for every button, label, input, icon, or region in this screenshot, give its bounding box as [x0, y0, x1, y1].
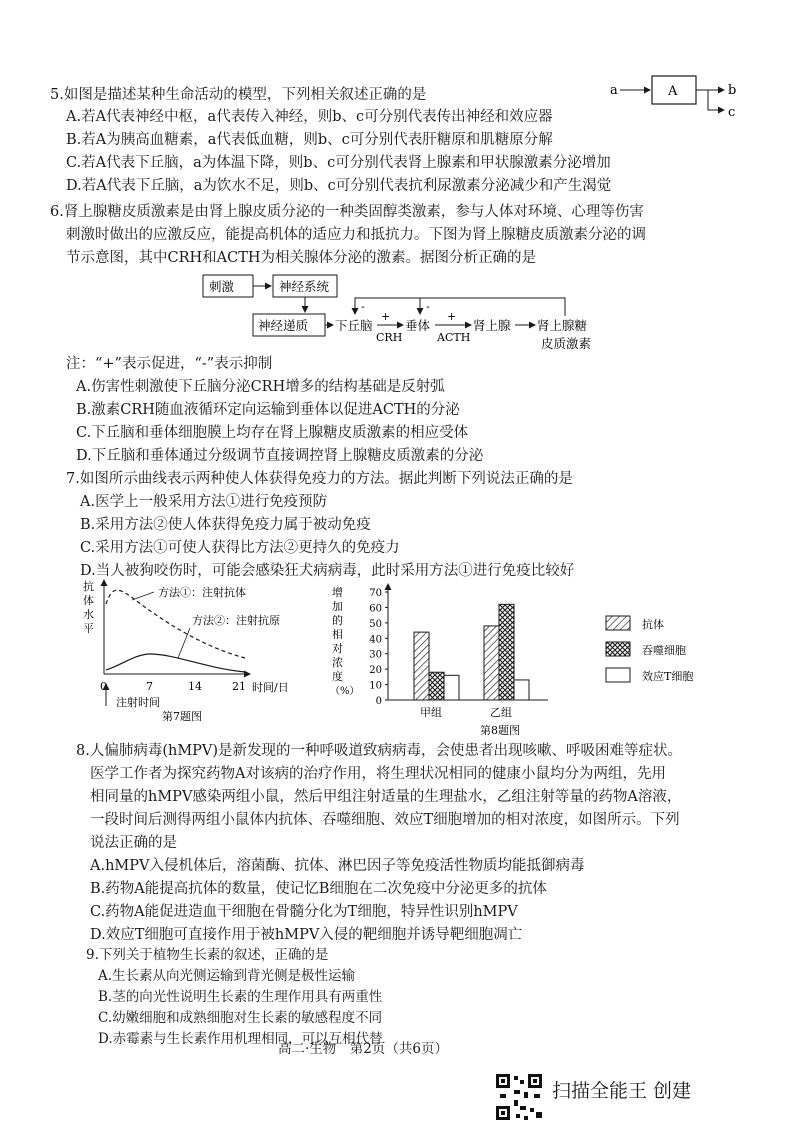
fig8-ylabel-char: 对 [332, 642, 343, 655]
q6-diagram [195, 272, 615, 354]
fig8-ylabel-char: 增 [332, 586, 343, 599]
q6-acth: ACTH [437, 331, 471, 344]
q8-option-d: D.效应T细胞可直接作用于被hMPV入侵的靶细胞并诱导靶细胞凋亡 [90, 927, 523, 943]
fig8-ytick-label: 70 [369, 588, 382, 599]
fig8-ytick-label: 30 [369, 649, 382, 661]
fig8-legend-swatch [606, 616, 630, 630]
q6-stem-3: 节示意图，其中CRH和ACTH为相关腺体分泌的激素。据图分析正确的是 [66, 250, 537, 266]
q8-stem-3: 相同量的hMPV感染两组小鼠，然后甲组注射适量的生理盐水，乙组注射等量的药物A溶液， [90, 789, 682, 805]
q6-pituitary: 垂体 [405, 318, 431, 333]
q6-minus-2: - [426, 300, 430, 313]
q8-stem-5: 说法正确的是 [90, 835, 177, 851]
fig7-caption: 第7题图 [162, 710, 202, 723]
q6-adrenal: 肾上腺 [473, 318, 511, 333]
fig8-ytick-label: 10 [369, 680, 382, 692]
q5-out-b: b [728, 83, 737, 98]
fig8-bar [414, 632, 429, 700]
fig8-ytick-label: 20 [369, 665, 382, 677]
q7-stem: 7.如图所示曲线表示两种使人体获得免疫力的方法。据此判断下列说法正确的是 [66, 471, 573, 487]
q8-stem-1: 8.人偏肺病毒(hMPV)是新发现的一种呼吸道致病病毒，会使患者出现咳嗽、呼吸困难等症状。 [76, 743, 683, 759]
fig8-ylabel-char: 加 [332, 600, 343, 613]
fig8-category-label: 乙组 [490, 706, 512, 719]
fig7-ylabel-4: 平 [83, 622, 94, 635]
fig8-bar [499, 604, 514, 700]
q5-option-a: A.若A代表神经中枢，a代表传入神经，则b、c可分别代表传出神经和效应器 [66, 109, 553, 125]
fig8-ytick-label: 40 [369, 634, 382, 646]
fig8-ytick-label: 50 [369, 618, 382, 630]
scanner-watermark: 扫描全能王 创建 [552, 1080, 692, 1102]
fig7-inject-label: 注射时间 [116, 696, 160, 709]
fig7-xtick-14: 14 [188, 680, 202, 693]
fig8-legend-label: 抗体 [642, 618, 664, 631]
q6-stem-1: 6.肾上腺糖皮质激素是由肾上腺皮质分泌的一种类固醇类激素，参与人体对环境、心理等伤害 [50, 204, 644, 220]
fig7-xtick-0: 0 [100, 680, 107, 693]
fig7-method1-label: 方法①：注射抗体 [158, 586, 246, 599]
q5-input-label: a [610, 83, 618, 98]
q7-option-c: C.采用方法①可使人获得比方法②更持久的免疫力 [80, 540, 400, 556]
fig7-ylabel-3: 水 [83, 608, 94, 621]
fig8-bar [444, 675, 459, 700]
q8-option-a: A.hMPV入侵机体后，溶菌酶、抗体、淋巴因子等免疫活性物质均能抵御病毒 [90, 858, 585, 874]
q6-crh: CRH [376, 331, 403, 344]
q8-stem-4: 一段时间后测得两组小鼠体内抗体、吞噬细胞、效应T细胞增加的相对浓度，如图所示。下列 [90, 812, 680, 828]
q6-note: 注：“+”表示促进，“-”表示抑制 [66, 356, 273, 372]
fig8-ylabel-char: 的 [332, 614, 343, 627]
q8-stem-2: 医学工作者为探究药物A对该病的治疗作用，将生理状况相同的健康小鼠均分为两组，先用 [90, 766, 666, 782]
fig8-bar [484, 626, 499, 700]
q8-option-b: B.药物A能提高抗体的数量，使记忆B细胞在二次免疫中分泌更多的抗体 [90, 881, 547, 897]
q6-plus-2: + [447, 310, 457, 323]
q6-stem-2: 刺激时做出的应激反应，能提高机体的适应力和抵抗力。下图为肾上腺糖皮质激素分泌的调 [66, 227, 646, 243]
fig7-method2-curve [106, 654, 245, 672]
q6-option-c: C.下丘脑和垂体细胞膜上均存在肾上腺糖皮质激素的相应受体 [76, 425, 469, 441]
q6-plus-1: + [381, 310, 391, 323]
fig7-xtick-7: 7 [146, 680, 153, 693]
q6-product-2: 皮质激素 [541, 336, 592, 351]
q6-option-b: B.激素CRH随血液循环定向运输到垂体以促进ACTH的分泌 [76, 402, 460, 418]
fig8-ylabel-char: 度 [332, 670, 343, 683]
q6-nervous-system: 神经系统 [279, 279, 330, 294]
qr-code-icon [494, 1072, 544, 1122]
fig7-ylabel-1: 抗 [83, 580, 94, 593]
q5-option-d: D.若A代表下丘脑，a为饮水不足，则b、c可分别代表抗利尿激素分泌减少和产生渴觉 [66, 178, 612, 194]
q6-transmitter: 神经递质 [258, 318, 309, 333]
fig7-method2-label: 方法②：注射抗原 [192, 614, 280, 627]
q5-option-b: B.若A为胰高血糖素，a代表低血糖，则b、c可分别代表肝糖原和肌糖原分解 [66, 132, 553, 148]
q5-out-c: c [728, 105, 736, 120]
q6-product-1: 肾上腺糖 [537, 318, 588, 333]
q6-hypothalamus: 下丘脑 [335, 318, 373, 333]
page-footer: 高二·生物 第2页（共6页） [278, 1041, 448, 1057]
q5-box-label: A [668, 84, 678, 99]
fig8-legend-label: 吞噬细胞 [642, 644, 686, 657]
fig7-xlabel: 时间/日 [252, 681, 289, 694]
fig8-legend-label: 效应T细胞 [642, 670, 694, 683]
fig8-category-label: 甲组 [420, 706, 442, 719]
fig8-bar [429, 672, 444, 700]
q6-stimulus: 刺激 [209, 279, 235, 294]
q9-option-b: B.茎的向光性说明生长素的生理作用具有两重性 [98, 989, 383, 1005]
fig7-ylabel-2: 体 [83, 594, 94, 607]
q9-stem: 9.下列关于植物生长素的叙述，正确的是 [86, 947, 329, 963]
q9-option-c: C.幼嫩细胞和成熟细胞对生长素的敏感程度不同 [98, 1010, 383, 1026]
q6-option-a: A.伤害性刺激使下丘脑分泌CRH增多的结构基础是反射弧 [76, 379, 445, 395]
fig8-ylabel-unit: （%） [330, 686, 360, 697]
q5-stem: 5.如图是描述某种生命活动的模型，下列相关叙述正确的是 [50, 87, 427, 103]
fig8-ylabel-char: 相 [332, 628, 343, 641]
fig8-ytick-label: 0 [375, 696, 382, 707]
fig8-legend-swatch [606, 668, 630, 682]
q7-option-b: B.采用方法②使人体获得免疫力属于被动免疫 [80, 517, 371, 533]
q5-diagram [608, 72, 748, 122]
q6-option-d: D.下丘脑和垂体通过分级调节直接调控肾上腺糖皮质激素的分泌 [76, 448, 484, 464]
q7-option-d: D.当人被狗咬伤时，可能会感染狂犬病病毒，此时采用方法①进行免疫比较好 [80, 563, 575, 579]
fig8-chart [330, 580, 730, 740]
q6-minus-1: - [361, 300, 365, 313]
q9-option-d: D.赤霉素与生长素作用机理相同，可以互相代替 [98, 1031, 383, 1047]
q9-option-a: A.生长素从向光侧运输到背光侧是极性运输 [98, 968, 356, 984]
fig7 [80, 574, 310, 724]
fig8-legend-swatch [606, 642, 630, 656]
fig8-bar [514, 680, 529, 700]
q7-option-a: A.医学上一般采用方法①进行免疫预防 [80, 494, 328, 510]
fig7-xtick-21: 21 [232, 680, 246, 693]
q5-option-c: C.若A代表下丘脑，a为体温下降，则b、c可分别代表肾上腺素和甲状腺激素分泌增加 [66, 155, 611, 171]
fig8-caption: 第8题图 [480, 724, 520, 737]
q8-option-c: C.药物A能促进造血干细胞在骨髓分化为T细胞，特异性识别hMPV [90, 904, 518, 920]
fig8-ylabel-char: 浓 [332, 656, 343, 669]
fig8-ytick-label: 60 [369, 603, 382, 615]
fig8-ylabel [330, 586, 360, 697]
